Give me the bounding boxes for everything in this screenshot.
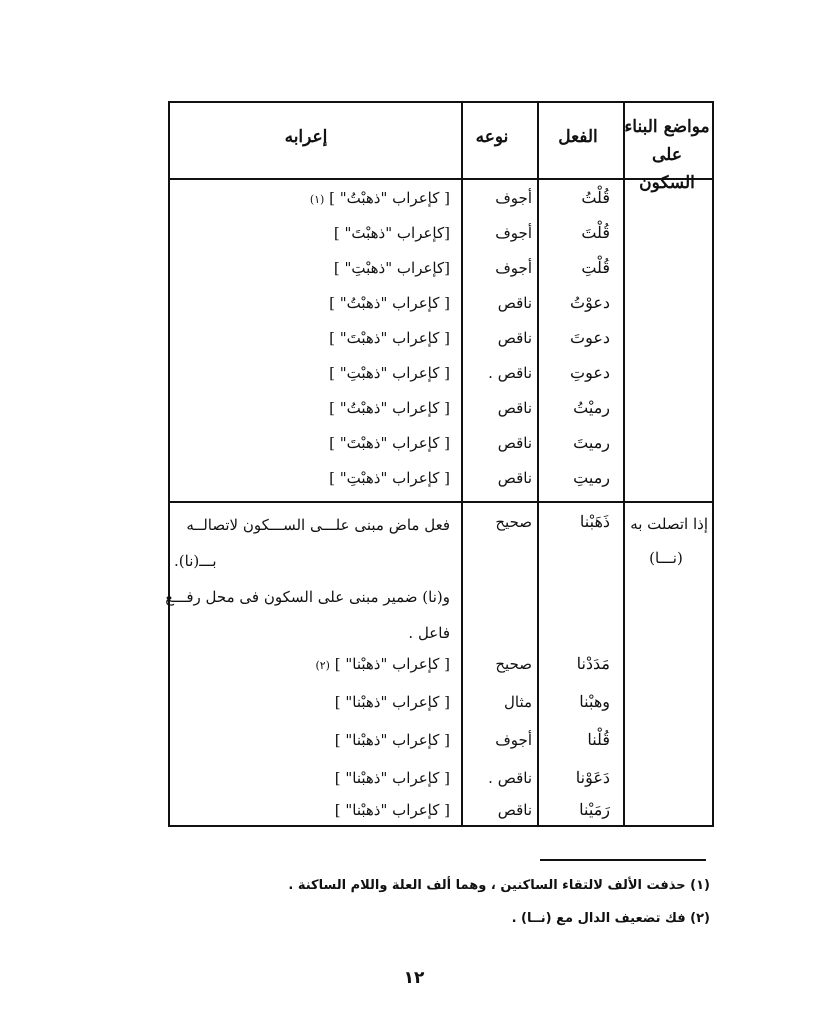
- table-row: [170, 428, 712, 458]
- verb-cell: مَدَدْنا: [576, 654, 610, 673]
- verb-cell: قُلْتَ: [581, 223, 610, 242]
- irab-cell: [ كإعراب "ذهبْنا" ]: [334, 769, 450, 787]
- table-row: [170, 393, 712, 423]
- footnote-2: (٢) فك تضعيف الدال مع (نــا) .: [511, 911, 710, 926]
- irab-cell: [ كإعراب "ذهبْتِ" ]: [329, 469, 450, 487]
- irab-cell: [كإعراب "ذهبْتِ" ]: [333, 259, 450, 277]
- group2-location-line2: (نـــا): [649, 549, 683, 567]
- type-cell: صحيح: [495, 655, 532, 673]
- verb-cell: ذَهَبْنا: [579, 512, 610, 531]
- type-cell: ناقص: [497, 434, 532, 452]
- table-row: [170, 183, 712, 213]
- footnote-ref: (٢): [315, 659, 330, 672]
- irab-cell: [ كإعراب "ذهبْتُ" ]: [329, 399, 450, 417]
- verb-cell: قُلْتُ: [581, 188, 610, 207]
- irab-paragraph: [165, 507, 450, 651]
- footnote-1: (١) حذفت الألف لالتقاء الساكنين ، وهما ألف العلة واللام الساكنة .: [288, 878, 710, 893]
- irab-text: [ كإعراب "ذهبْنا" ]: [334, 655, 450, 673]
- type-cell: مثال: [503, 693, 532, 711]
- irab-text: [ كإعراب "ذهبْتُ" ]: [329, 189, 450, 207]
- type-cell: أجوف: [495, 224, 532, 242]
- verb-cell: وهبْنا: [579, 692, 610, 711]
- irab-cell: [174, 183, 450, 215]
- header-location-line2: على السكون: [639, 145, 695, 193]
- table-row: [170, 463, 712, 493]
- table-row: [170, 288, 712, 318]
- verb-cell: رَمَيْنا: [579, 800, 610, 819]
- irab-cell: [ كإعراب "ذهبْتِ" ]: [329, 364, 450, 382]
- verb-cell: رميتَ: [573, 433, 610, 452]
- type-cell: ناقص: [497, 329, 532, 347]
- type-cell: أجوف: [495, 731, 532, 749]
- irab-cell: [174, 649, 450, 681]
- irab-cell: [ كإعراب "ذهبْتَ" ]: [329, 434, 450, 452]
- verb-cell: دعوتِ: [570, 363, 610, 382]
- header-verb: الفعل: [558, 127, 598, 147]
- table-row: [170, 687, 712, 717]
- group-divider: [170, 501, 712, 503]
- irab-cell: [ كإعراب "ذهبْتَ" ]: [329, 329, 450, 347]
- type-cell: ناقص: [497, 469, 532, 487]
- page-number: ١٢: [403, 968, 425, 988]
- header-irab: إعرابه: [284, 127, 328, 147]
- table-row: [170, 795, 712, 825]
- table-row: [170, 358, 712, 388]
- type-cell: صحيح: [495, 513, 532, 531]
- type-cell: ناقص .: [488, 364, 532, 382]
- table-row: [170, 763, 712, 793]
- table-row: [170, 649, 712, 679]
- type-cell: ناقص .: [488, 769, 532, 787]
- irab-cell: [كإعراب "ذهبْتَ" ]: [333, 224, 450, 242]
- footnote-rule: [540, 859, 706, 861]
- irab-line: و(نا) ضمير مبنى على السكون فى محل رفـــع: [165, 588, 450, 606]
- irab-cell: [ كإعراب "ذهبْنا" ]: [334, 801, 450, 819]
- table-row: [170, 725, 712, 755]
- verb-cell: قُلْتِ: [581, 258, 610, 277]
- type-cell: ناقص: [497, 294, 532, 312]
- type-cell: أجوف: [495, 189, 532, 207]
- irab-line: بـــ(نا).: [174, 552, 217, 570]
- verb-cell: دعوْتُ: [570, 293, 610, 312]
- footnote-ref: (١): [309, 193, 325, 206]
- verb-cell: دعوتَ: [570, 328, 610, 347]
- irab-line: فاعل .: [408, 624, 450, 642]
- type-cell: أجوف: [495, 259, 532, 277]
- table-row: [170, 323, 712, 353]
- irab-cell: [ كإعراب "ذهبْنا" ]: [334, 693, 450, 711]
- type-cell: ناقص: [497, 399, 532, 417]
- grammar-table: [165, 101, 714, 827]
- header-location-line1: مواضع البناء: [624, 117, 710, 137]
- verb-cell: قُلْنا: [587, 730, 610, 749]
- irab-cell: [ كإعراب "ذهبْتُ" ]: [329, 294, 450, 312]
- header-type: نوعه: [475, 127, 509, 147]
- table-row: [170, 253, 712, 283]
- verb-cell: رميتِ: [573, 468, 610, 487]
- type-cell: ناقص: [497, 801, 532, 819]
- irab-line: فعل ماض مبنى علـــى الســـكون لاتصالــه: [186, 516, 450, 534]
- verb-cell: دَعَوْنا: [575, 768, 610, 787]
- irab-cell: [ كإعراب "ذهبْنا" ]: [334, 731, 450, 749]
- group2-location-line1: إذا اتصلت به: [630, 515, 708, 533]
- verb-cell: رميْتُ: [573, 398, 610, 417]
- table-row: [170, 218, 712, 248]
